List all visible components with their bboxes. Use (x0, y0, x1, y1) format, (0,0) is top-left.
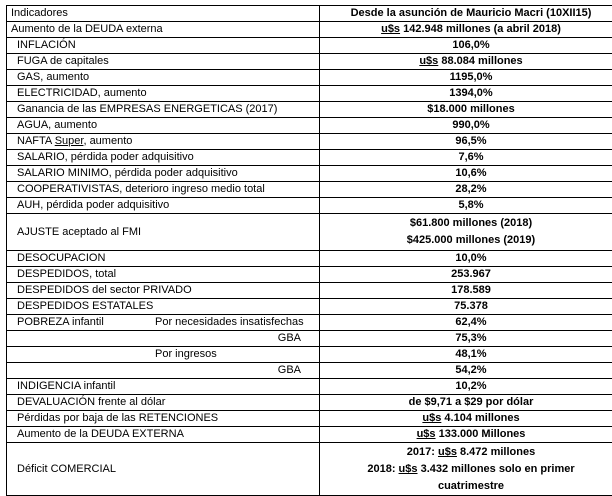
table-row (7, 86, 612, 102)
table-row (7, 166, 612, 182)
table-row (7, 70, 612, 86)
table-row (7, 283, 612, 299)
header-cell-period: Desde la asunción de Mauricio Macri (10XII15) (320, 6, 612, 22)
row-value: 106,0% (320, 38, 612, 54)
row-value: 10,2% (320, 379, 612, 395)
row-label: INDIGENCIA infantil (7, 379, 320, 395)
row-label: AJUSTE aceptado al FMI (7, 214, 320, 251)
row-value: 28,2% (320, 182, 612, 198)
row-label (7, 315, 320, 331)
row-label: SALARIO MINIMO, pérdida poder adquisitivo (7, 166, 320, 182)
row-label: DESOCUPACION (7, 251, 320, 267)
table-row (7, 102, 612, 118)
row-value: 96,5% (320, 134, 612, 150)
row-value: 990,0% (320, 118, 612, 134)
row-label-primary (17, 347, 155, 362)
row-label: Ganancia de las EMPRESAS ENERGETICAS (2017) (7, 102, 320, 118)
row-label: COOPERATIVISTAS, deterioro ingreso medio total (7, 182, 320, 198)
table-row (7, 331, 612, 347)
row-label: Pérdidas por baja de las RETENCIONES (7, 411, 320, 427)
row-value: 10,0% (320, 251, 612, 267)
table-row (7, 214, 612, 251)
table-row (7, 251, 612, 267)
table-row (7, 134, 612, 150)
row-label: DESPEDIDOS ESTATALES (7, 299, 320, 315)
row-label-secondary: GBA (155, 331, 315, 346)
row-label: GAS, aumento (7, 70, 320, 86)
row-value-line: 2018: u$s 3.432 millones solo en primer (367, 461, 574, 478)
row-value-line: $425.000 millones (2019) (407, 232, 535, 249)
row-label-primary (17, 363, 155, 378)
table-row (7, 198, 612, 214)
table-row (7, 267, 612, 283)
table-header-row (7, 6, 612, 22)
row-value (320, 443, 612, 496)
row-value-line: 2017: u$s 8.472 millones (407, 444, 535, 461)
table-row (7, 118, 612, 134)
row-value (320, 214, 612, 251)
row-label: INFLACIÓN (7, 38, 320, 54)
row-label: Aumento de la DEUDA EXTERNA (7, 427, 320, 443)
row-value: 5,8% (320, 198, 612, 214)
indicators-table (6, 5, 612, 496)
row-label: ELECTRICIDAD, aumento (7, 86, 320, 102)
row-label: SALARIO, pérdida poder adquisitivo (7, 150, 320, 166)
table-row (7, 22, 612, 38)
table-row (7, 363, 612, 379)
row-label: DESPEDIDOS, total (7, 267, 320, 283)
row-label-primary: POBREZA infantil (17, 315, 155, 330)
row-value: 7,6% (320, 150, 612, 166)
row-label: DESPEDIDOS del sector PRIVADO (7, 283, 320, 299)
row-value: 48,1% (320, 347, 612, 363)
row-label-secondary: Por ingresos (155, 347, 315, 362)
row-value: 178.589 (320, 283, 612, 299)
row-label: AUH, pérdida poder adquisitivo (7, 198, 320, 214)
table-row (7, 38, 612, 54)
row-value: $18.000 millones (320, 102, 612, 118)
row-value: 75.378 (320, 299, 612, 315)
row-value: 253.967 (320, 267, 612, 283)
row-label-secondary: GBA (155, 363, 315, 378)
row-label (7, 363, 320, 379)
row-label (7, 331, 320, 347)
row-value: 1394,0% (320, 86, 612, 102)
table-row (7, 443, 612, 496)
row-value-line: $61.800 millones (2018) (410, 215, 532, 232)
row-label: Déficit COMERCIAL (7, 443, 320, 496)
table-row (7, 427, 612, 443)
row-value: u$s 142.948 millones (a abril 2018) (320, 22, 612, 38)
row-label: NAFTA Super, aumento (7, 134, 320, 150)
table-row (7, 347, 612, 363)
row-value: de $9,71 a $29 por dólar (320, 395, 612, 411)
row-value: 62,4% (320, 315, 612, 331)
row-value: 10,6% (320, 166, 612, 182)
row-value: u$s 133.000 Millones (320, 427, 612, 443)
table-row (7, 299, 612, 315)
row-label: AGUA, aumento (7, 118, 320, 134)
row-label (7, 347, 320, 363)
table-row (7, 379, 612, 395)
table-row (7, 395, 612, 411)
table-row (7, 182, 612, 198)
row-value: 54,2% (320, 363, 612, 379)
row-label: Aumento de la DEUDA externa (7, 22, 320, 38)
row-value: u$s 88.084 millones (320, 54, 612, 70)
row-label-primary (17, 331, 155, 346)
row-value: 75,3% (320, 331, 612, 347)
header-cell-indicators: Indicadores (7, 6, 320, 22)
table-row (7, 411, 612, 427)
row-label: FUGA de capitales (7, 54, 320, 70)
table-row (7, 54, 612, 70)
row-value-text: 142.948 millones (a abril 2018) (403, 23, 561, 35)
row-value: 1195,0% (320, 70, 612, 86)
table-row (7, 315, 612, 331)
row-value-line: cuatrimestre (438, 478, 504, 495)
row-label: DEVALUACIÓN frente al dólar (7, 395, 320, 411)
row-value: u$s 4.104 millones (320, 411, 612, 427)
row-label-secondary: Por necesidades insatisfechas (155, 315, 315, 330)
table-row (7, 150, 612, 166)
